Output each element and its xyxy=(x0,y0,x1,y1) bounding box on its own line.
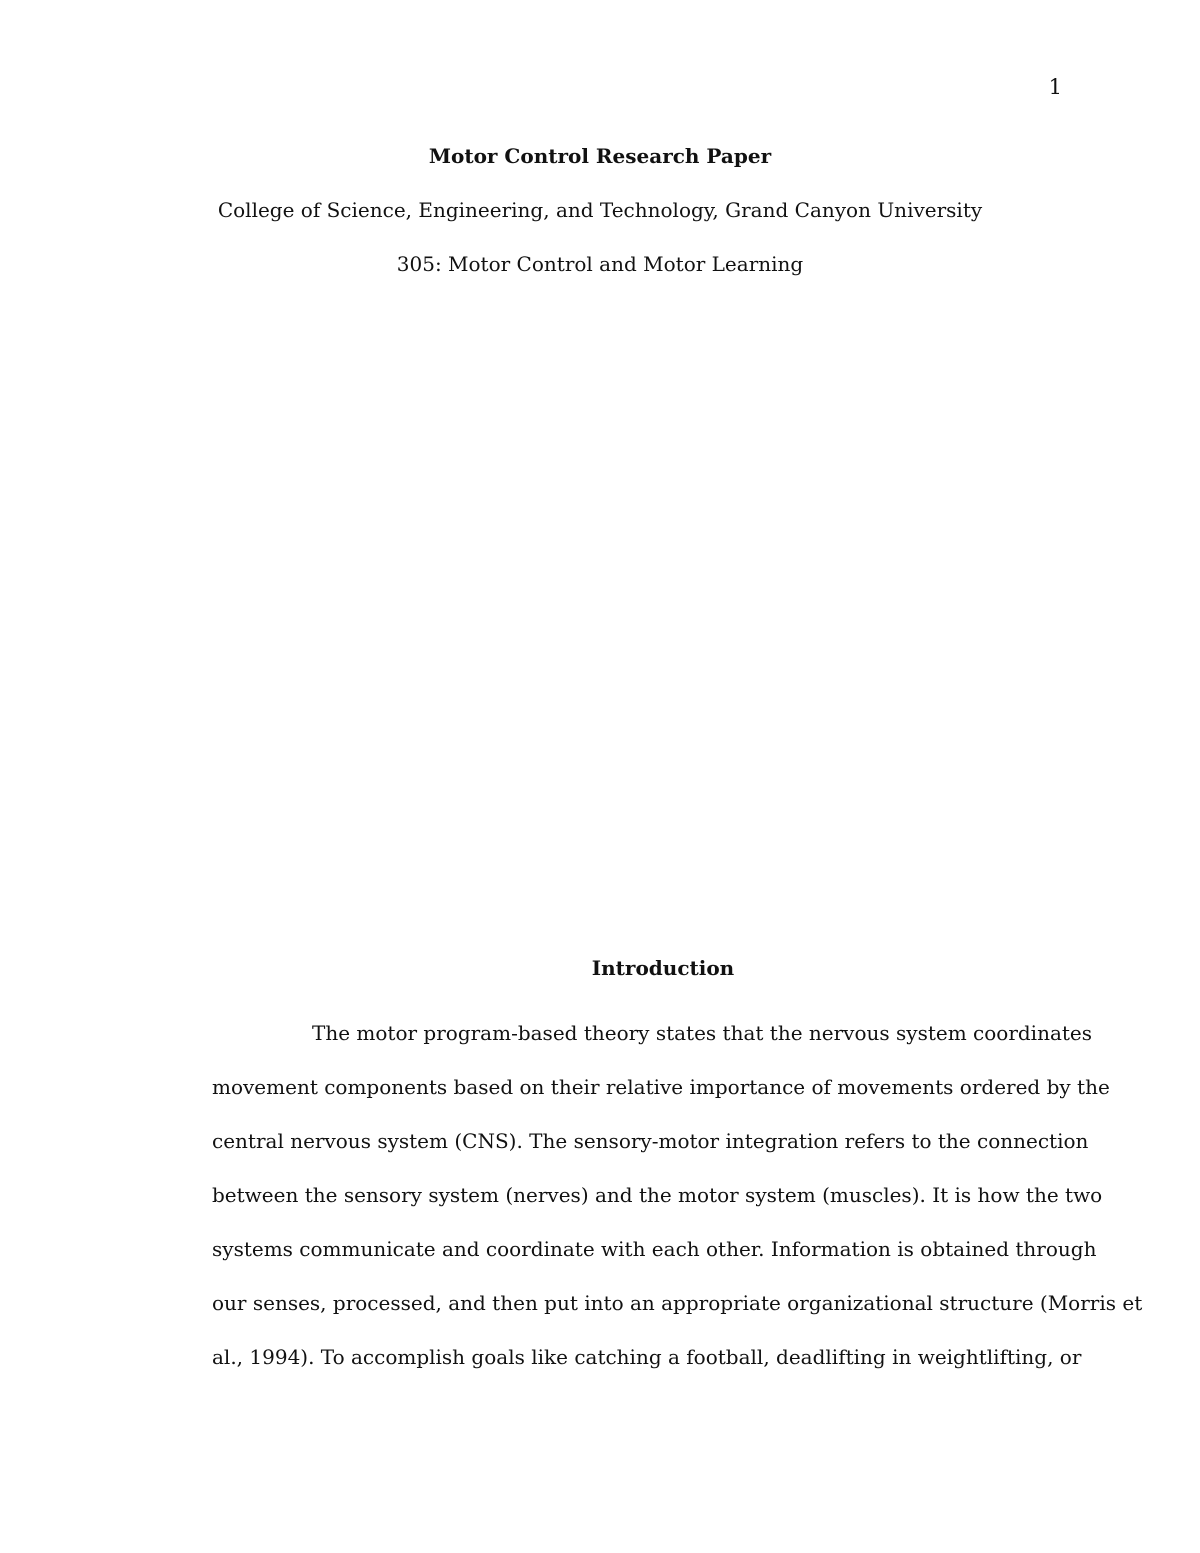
paragraph-line: systems communicate and coordinate with each other. Information is obtained through xyxy=(212,1237,1097,1261)
paragraph-line: The motor program-based theory states that the nervous system coordinates xyxy=(312,1021,1093,1045)
course-line: 305: Motor Control and Motor Learning xyxy=(396,252,804,276)
title-page-block xyxy=(0,140,1200,280)
paragraph-line: central nervous system (CNS). The sensory-motor integration refers to the connection xyxy=(212,1129,1089,1153)
page-title: Motor Control Research Paper xyxy=(428,144,772,168)
affiliation-line: College of Science, Engineering, and Technology, Grand Canyon University xyxy=(217,198,983,222)
introduction-paragraph xyxy=(212,1006,1143,1384)
section-heading-introduction: Introduction xyxy=(591,956,735,980)
paragraph-line: movement components based on their relative importance of movements ordered by the xyxy=(212,1075,1110,1099)
paragraph-line: al., 1994). To accomplish goals like catching a football, deadlifting in weightlifting, or xyxy=(212,1345,1082,1369)
page-number: 1 xyxy=(1048,75,1062,99)
paragraph-line: between the sensory system (nerves) and the motor system (muscles). It is how the two xyxy=(212,1183,1103,1207)
paragraph-line: our senses, processed, and then put into an appropriate organizational structure (Morris et xyxy=(212,1291,1143,1315)
